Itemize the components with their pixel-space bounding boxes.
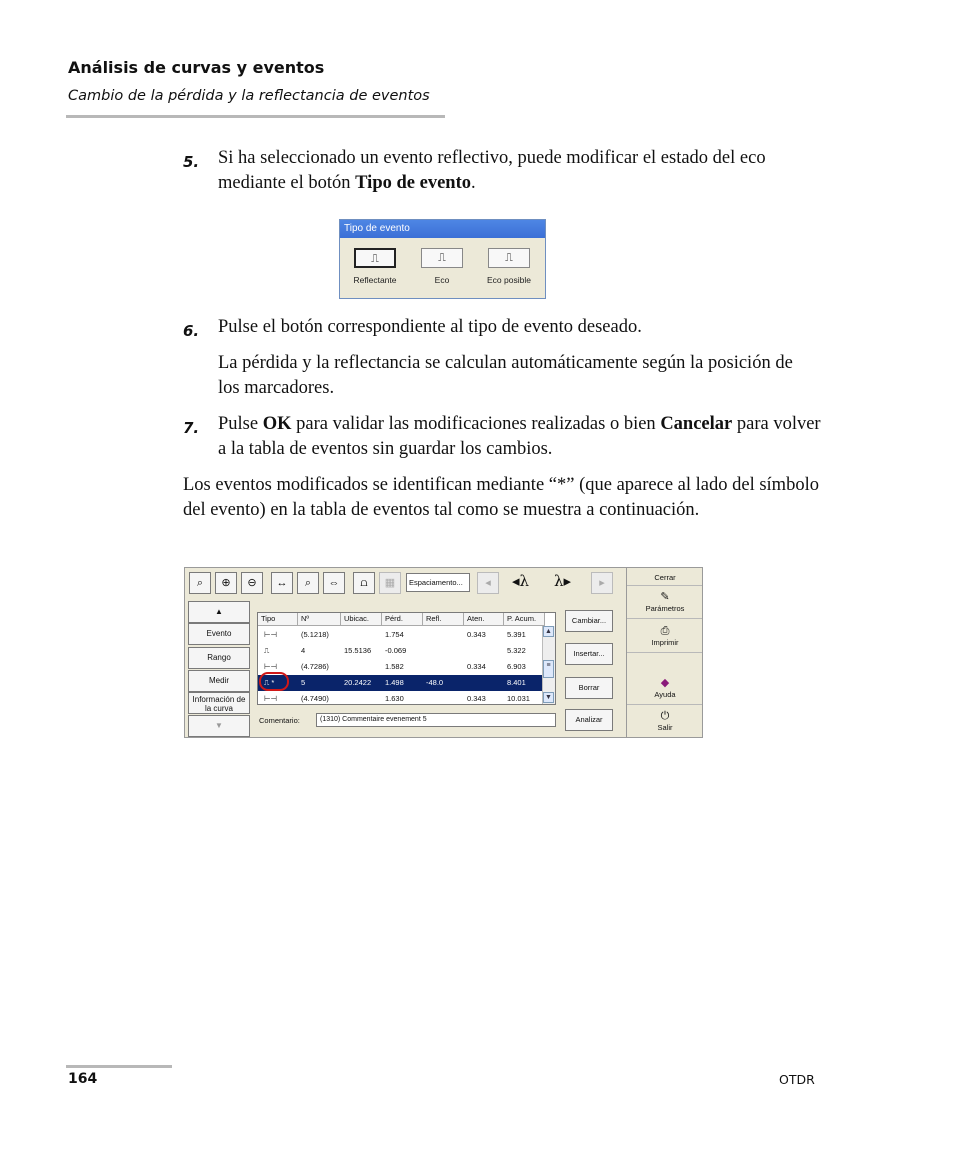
table-scrollbar[interactable] <box>542 626 555 704</box>
prev-disabled-icon[interactable]: ◂ <box>477 572 499 594</box>
reflective-button[interactable] <box>354 248 396 268</box>
step-number: 7. <box>183 419 200 437</box>
product-name: OTDR <box>779 1072 815 1087</box>
parameters-label: Parámetros <box>645 604 685 613</box>
cell-number: 4 <box>301 646 306 655</box>
table-row-selected[interactable] <box>258 675 544 691</box>
print-button[interactable] <box>627 620 703 653</box>
app-screenshot <box>184 567 703 738</box>
scroll-up-button[interactable]: ▲ <box>188 601 250 623</box>
toolbar <box>185 568 625 598</box>
cell-cumulative: 6.903 <box>507 662 526 671</box>
cell-loss: 1.630 <box>385 694 404 703</box>
cell-loss: 1.498 <box>385 678 404 687</box>
delete-button[interactable]: Borrar <box>565 677 613 699</box>
cell-location: 15.5136 <box>344 646 372 655</box>
right-panel <box>626 568 703 738</box>
echo-button[interactable] <box>421 248 463 268</box>
col-type: Tipo <box>258 613 298 626</box>
cell-type: ⊢⊣ <box>264 630 278 639</box>
step-text-a: Si ha seleccionado un evento reflectivo, puede modificar el estado del eco mediante el botón <box>218 148 766 193</box>
scroll-down-arrow-icon[interactable]: ▼ <box>543 692 554 703</box>
insert-button[interactable]: Insertar... <box>565 643 613 665</box>
cell-reflectance: -48.0 <box>426 678 444 687</box>
cell-cumulative: 5.391 <box>507 630 526 639</box>
header-subtitle: Cambio de la pérdida y la reflectancia de eventos <box>68 88 430 104</box>
step-text <box>218 146 823 196</box>
step-text-b: . <box>470 173 476 193</box>
tab-event[interactable]: Evento <box>188 623 250 645</box>
cancel-bold: Cancelar <box>660 414 733 434</box>
step-number: 6. <box>183 322 200 340</box>
scroll-down-button[interactable]: ▼ <box>188 715 250 737</box>
full-view-icon[interactable]: ⇔ <box>323 572 345 594</box>
parameters-button[interactable] <box>627 586 703 619</box>
col-loss: Pérd. <box>382 613 423 626</box>
grid-icon[interactable]: ▦ <box>379 572 401 594</box>
step-number: 5. <box>183 153 200 171</box>
cell-attenuation: 0.343 <box>467 694 486 703</box>
help-label: Ayuda <box>654 690 676 699</box>
close-label: Cerrar <box>654 573 676 582</box>
events-table <box>257 612 556 705</box>
cell-location: 20.2422 <box>344 678 372 687</box>
cell-loss: 1.582 <box>385 662 404 671</box>
horizontal-zoom-icon[interactable]: ↔ <box>271 572 293 594</box>
step-7 <box>183 412 823 462</box>
header-title: Análisis de curvas y eventos <box>68 58 325 77</box>
zoom-window-icon[interactable]: ⌕ <box>189 572 211 594</box>
echo-label: Eco <box>434 275 450 285</box>
comment-field[interactable]: (1310) Commentaire evenement 5 <box>316 713 556 727</box>
dialog-title: Tipo de evento <box>340 220 545 238</box>
cell-type: ⊢⊣ <box>264 662 278 671</box>
ok-bold: OK <box>262 414 292 434</box>
help-icon: ◆ <box>660 677 670 689</box>
cell-cumulative: 5.322 <box>507 646 526 655</box>
cell-type: ⊢⊣ <box>264 694 278 703</box>
power-icon: ⏻ <box>660 710 670 722</box>
possible-echo-button[interactable] <box>488 248 530 268</box>
header-rule <box>66 115 445 118</box>
step-text-b: para validar las modificaciones realizadas o bien <box>291 414 661 434</box>
echo-icon: ⎍ <box>438 251 446 264</box>
cell-loss: -0.069 <box>385 646 407 655</box>
change-button[interactable]: Cambiar... <box>565 610 613 632</box>
step-text-a: Pulse <box>218 414 263 434</box>
scroll-up-arrow-icon[interactable]: ▲ <box>543 626 554 637</box>
modified-event-highlight <box>259 672 289 691</box>
col-attenuation: Aten. <box>464 613 504 626</box>
step-bold: Tipo de evento <box>355 173 471 193</box>
tab-trace-info[interactable]: Información de la curva <box>188 692 250 714</box>
table-row[interactable] <box>258 659 544 675</box>
col-location: Ubicac. <box>341 613 382 626</box>
possible-echo-label: Eco posible <box>487 275 531 285</box>
trace-zoom-icon[interactable]: ⩍ <box>353 572 375 594</box>
reflective-label: Reflectante <box>353 275 397 285</box>
table-row[interactable] <box>258 643 544 659</box>
step-text-c: para volver a la tabla de eventos sin guardar los cambios. <box>218 414 821 459</box>
step-5 <box>183 146 823 196</box>
next-disabled-icon[interactable]: ▸ <box>591 572 613 594</box>
zoom-out-icon[interactable]: ⊖ <box>241 572 263 594</box>
step-text: Pulse el botón correspondiente al tipo de evento deseado. <box>218 317 642 337</box>
close-button[interactable] <box>627 568 703 586</box>
cell-type: ⎍ <box>264 646 270 655</box>
col-number: Nº <box>298 613 341 626</box>
analyze-button[interactable]: Analizar <box>565 709 613 731</box>
cell-number: 5 <box>301 678 306 687</box>
exit-button[interactable] <box>627 705 703 737</box>
col-reflectance: Refl. <box>423 613 464 626</box>
cell-attenuation: 0.334 <box>467 662 486 671</box>
print-label: Imprimir <box>651 638 679 647</box>
spacing-button[interactable]: Espaciamento... <box>406 573 470 592</box>
event-type-dialog <box>339 219 546 299</box>
zoom-in-icon[interactable]: ⊕ <box>215 572 237 594</box>
step-text <box>218 412 823 462</box>
help-button[interactable] <box>627 672 703 705</box>
table-row[interactable] <box>258 691 544 705</box>
step-6-note: La pérdida y la reflectancia se calculan automáticamente según la posición de los marcadores. <box>218 353 793 398</box>
cell-attenuation: 0.343 <box>467 630 486 639</box>
cell-number: (4.7286) <box>301 662 329 671</box>
reflective-icon: ⎍ <box>371 252 379 265</box>
table-row[interactable] <box>258 627 544 643</box>
cell-cumulative: 10.031 <box>507 694 530 703</box>
comment-label: Comentario: <box>259 716 300 725</box>
scroll-thumb[interactable]: ≡ <box>543 660 554 678</box>
tab-range[interactable]: Rango <box>188 647 250 669</box>
printer-icon: ⎙ <box>660 625 670 637</box>
cell-type: ⎍ * <box>264 678 275 687</box>
col-cumulative: P. Acum. <box>504 613 545 626</box>
possible-echo-icon: ⎍ <box>505 251 513 264</box>
next-wavelength-icon[interactable]: λ▸ <box>554 572 572 590</box>
zoom-fit-icon[interactable]: ⌕ <box>297 572 319 594</box>
cell-number: (5.1218) <box>301 630 329 639</box>
edit-icon: ✎ <box>660 591 670 603</box>
cell-loss: 1.754 <box>385 630 404 639</box>
exit-label: Salir <box>657 723 673 732</box>
left-panel <box>188 601 250 736</box>
closing-paragraph: Los eventos modificados se identifican mediante “*” (que aparece al lado del símbolo del evento) en la tabla de eventos tal como se muestra a continuación. <box>183 475 819 520</box>
tab-measure[interactable]: Medir <box>188 670 250 692</box>
page-number: 164 <box>68 1071 98 1087</box>
cell-cumulative: 8.401 <box>507 678 526 687</box>
prev-wavelength-icon[interactable]: ◂λ <box>512 572 530 590</box>
step-6 <box>183 315 823 340</box>
footer-rule <box>66 1065 172 1068</box>
cell-number: (4.7490) <box>301 694 329 703</box>
